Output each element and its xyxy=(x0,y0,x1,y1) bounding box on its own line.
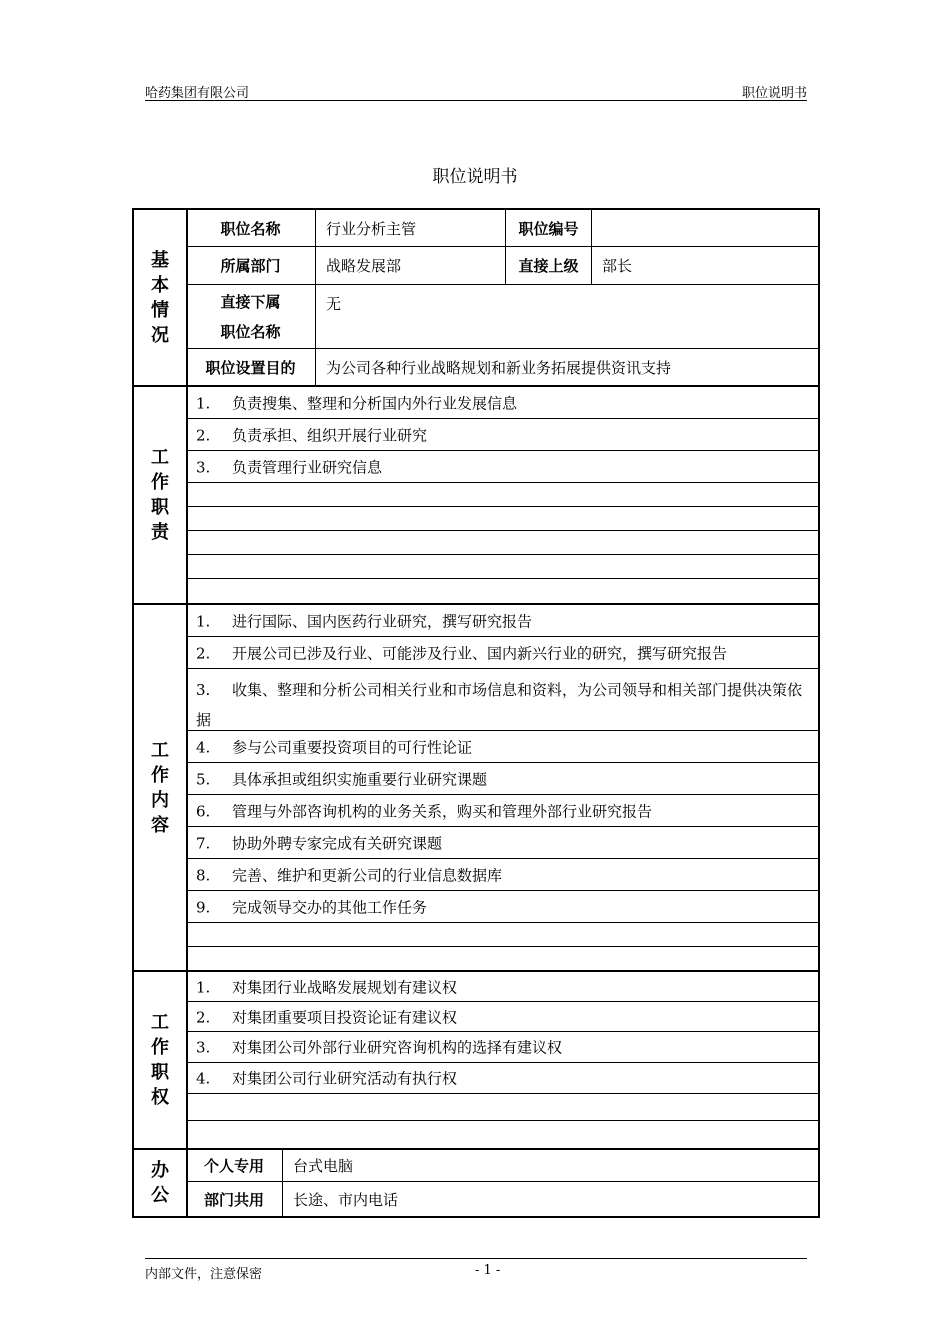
position-no-value xyxy=(592,210,818,246)
list-item-empty xyxy=(186,555,818,579)
row-position-name xyxy=(186,210,818,247)
superior-label: 直接上级 xyxy=(506,247,592,284)
job-description-table xyxy=(132,208,820,1218)
subordinate-value: 无 xyxy=(326,295,342,313)
list-item-empty xyxy=(186,947,818,972)
footer-note: 内部文件，注意保密 xyxy=(145,1267,263,1282)
list-item-empty xyxy=(186,579,818,603)
list-item-empty xyxy=(186,507,818,531)
list-item: 7. 协助外聘专家完成有关研究课题 xyxy=(186,827,818,859)
section-label-content: 工作内容 xyxy=(134,605,188,970)
row-personal-equipment xyxy=(186,1150,818,1182)
list-item: 3. 对集团公司外部行业研究咨询机构的选择有建议权 xyxy=(186,1032,818,1063)
section-authority xyxy=(134,972,818,1150)
list-item: 8. 完善、维护和更新公司的行业信息数据库 xyxy=(186,859,818,891)
position-name-value: 行业分析主管 xyxy=(316,210,506,246)
row-subordinate xyxy=(186,285,818,349)
list-item-empty xyxy=(186,483,818,507)
shared-label: 部门共用 xyxy=(186,1182,283,1216)
list-item: 2. 对集团重要项目投资论证有建议权 xyxy=(186,1002,818,1032)
list-item: 1. 负责搜集、整理和分析国内外行业发展信息 xyxy=(186,387,818,419)
superior-value: 部长 xyxy=(602,257,633,275)
section-content xyxy=(134,605,818,972)
purpose-label: 职位设置目的 xyxy=(186,349,316,385)
list-item: 2. 开展公司已涉及行业、可能涉及行业、国内新兴行业的研究，撰写研究报告 xyxy=(186,637,818,669)
list-item-empty xyxy=(186,1094,818,1121)
purpose-value: 为公司各种行业战略规划和新业务拓展提供资讯支持 xyxy=(326,358,672,377)
list-item-empty xyxy=(186,923,818,947)
list-item: 1. 进行国际、国内医药行业研究，撰写研究报告 xyxy=(186,605,818,637)
list-item: 6. 管理与外部咨询机构的业务关系，购买和管理外部行业研究报告 xyxy=(186,795,818,827)
list-item: 3. 收集、整理和分析公司相关行业和市场信息和资料，为公司领导和相关部门提供决策依据 xyxy=(186,669,818,731)
shared-value: 长途、市内电话 xyxy=(293,1190,399,1209)
section-office xyxy=(134,1150,818,1216)
row-department xyxy=(186,247,818,285)
list-item-empty xyxy=(186,1121,818,1146)
section-label-duties: 工作职责 xyxy=(134,387,188,603)
header-doc-name: 职位说明书 xyxy=(741,86,807,101)
header-company: 哈药集团有限公司 xyxy=(145,86,250,101)
section-label-basic: 基本情况 xyxy=(134,210,188,385)
list-item: 3. 负责管理行业研究信息 xyxy=(186,451,818,483)
section-duties xyxy=(134,387,818,605)
list-item: 9. 完成领导交办的其他工作任务 xyxy=(186,891,818,923)
position-name-label: 职位名称 xyxy=(186,210,316,246)
page-header xyxy=(145,82,807,101)
dept-value: 战略发展部 xyxy=(316,247,506,284)
subordinate-label: 直接下属 职位名称 xyxy=(186,285,316,348)
row-shared-equipment xyxy=(186,1182,818,1216)
list-item: 4. 对集团公司行业研究活动有执行权 xyxy=(186,1063,818,1094)
row-purpose xyxy=(186,349,818,385)
personal-value: 台式电脑 xyxy=(293,1157,354,1175)
position-no-label: 职位编号 xyxy=(506,210,592,246)
page-title: 职位说明书 xyxy=(432,167,518,187)
list-item: 2. 负责承担、组织开展行业研究 xyxy=(186,419,818,451)
page-footer xyxy=(145,1258,807,1282)
personal-label: 个人专用 xyxy=(186,1150,283,1181)
list-item: 4. 参与公司重要投资项目的可行性论证 xyxy=(186,731,818,763)
page-number: - 1 - xyxy=(475,1263,501,1278)
section-basic xyxy=(134,210,818,387)
section-label-authority: 工作职权 xyxy=(134,972,188,1148)
list-item: 5. 具体承担或组织实施重要行业研究课题 xyxy=(186,763,818,795)
section-label-office: 办公 xyxy=(134,1150,188,1216)
list-item: 1. 对集团行业战略发展规划有建议权 xyxy=(186,972,818,1002)
list-item-empty xyxy=(186,531,818,555)
dept-label: 所属部门 xyxy=(186,247,316,284)
